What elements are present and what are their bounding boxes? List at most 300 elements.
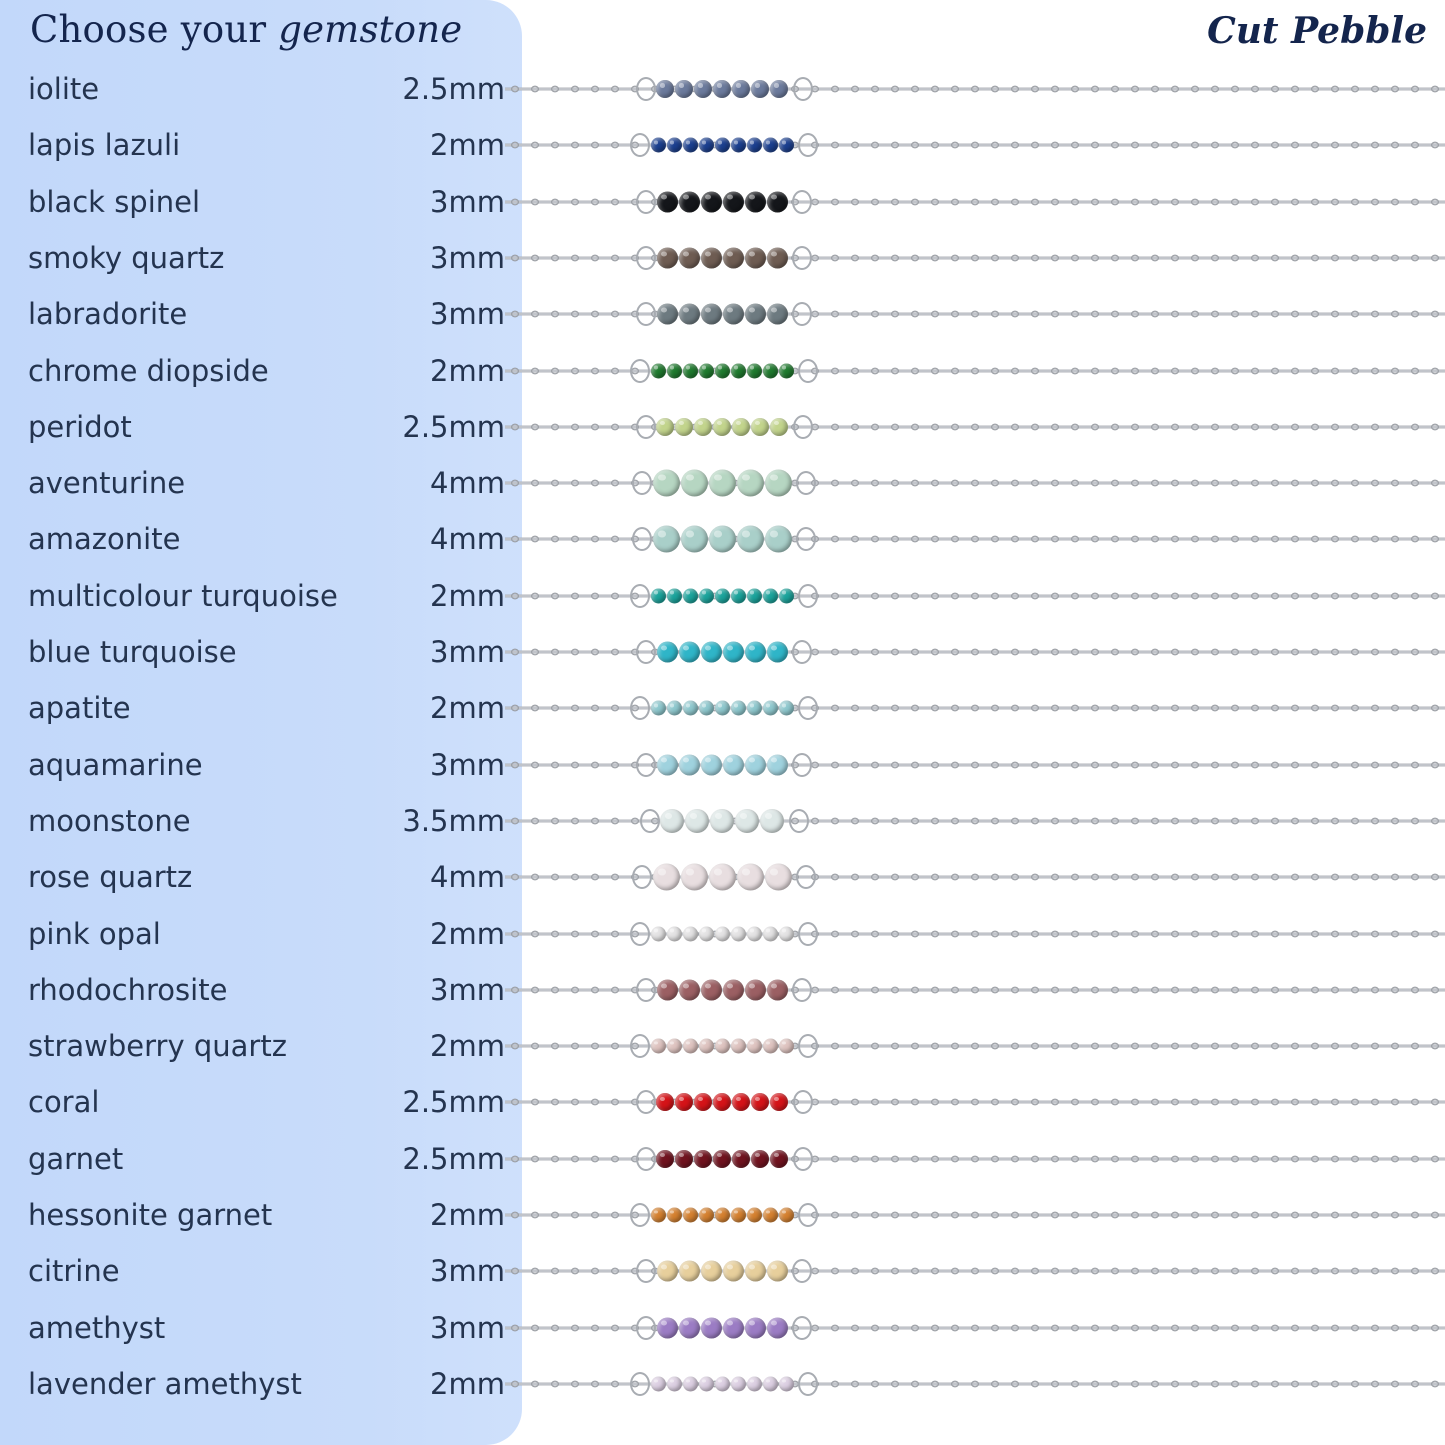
gemstone-row[interactable] bbox=[0, 399, 1445, 455]
bead-bar bbox=[650, 701, 794, 716]
gemstone-bead bbox=[694, 1093, 712, 1111]
wire-wrap-loop-left bbox=[636, 415, 656, 439]
gemstone-bead bbox=[737, 526, 764, 553]
gemstone-size: 3mm bbox=[430, 635, 505, 669]
bead-bar bbox=[656, 191, 788, 212]
gemstone-row[interactable] bbox=[0, 1243, 1445, 1299]
gemstone-bead bbox=[713, 1150, 731, 1168]
gemstone-bead bbox=[651, 1376, 666, 1391]
gemstone-row[interactable] bbox=[0, 1131, 1445, 1187]
wire-wrap-loop-left bbox=[630, 359, 650, 383]
gemstone-size: 4mm bbox=[430, 860, 505, 895]
gemstone-size: 4mm bbox=[430, 466, 505, 501]
gemstone-bead bbox=[699, 588, 714, 603]
gemstone-bead bbox=[701, 979, 722, 1000]
gemstone-bead bbox=[715, 1039, 730, 1054]
wire-wrap-loop-right bbox=[793, 77, 813, 101]
page-title-prefix: Choose your bbox=[30, 8, 279, 51]
gemstone-bead bbox=[767, 979, 788, 1000]
gemstone-bead bbox=[694, 80, 712, 98]
gemstone-bead bbox=[763, 1376, 778, 1391]
gemstone-bead bbox=[770, 418, 788, 436]
gemstone-bead bbox=[709, 470, 736, 497]
gemstone-name: multicolour turquoise bbox=[28, 578, 338, 613]
gemstone-size: 2.5mm bbox=[402, 72, 505, 106]
wire-wrap-loop-left bbox=[636, 1259, 656, 1283]
gemstone-bead bbox=[701, 642, 722, 663]
gemstone-bead bbox=[675, 80, 693, 98]
gemstone-bead bbox=[763, 363, 778, 378]
gemstone-bead bbox=[683, 701, 698, 716]
gemstone-bead bbox=[767, 247, 788, 268]
gemstone-size: 2mm bbox=[430, 1366, 505, 1401]
gemstone-bead bbox=[681, 864, 708, 891]
gemstone-row[interactable] bbox=[0, 680, 1445, 736]
gemstone-row[interactable] bbox=[0, 511, 1445, 567]
gemstone-bead bbox=[765, 864, 792, 891]
gemstone-bead bbox=[715, 701, 730, 716]
gemstone-bead bbox=[723, 754, 744, 775]
gemstone-name: rose quartz bbox=[28, 860, 193, 895]
gemstone-name: lapis lazuli bbox=[28, 128, 181, 163]
gemstone-size: 3mm bbox=[430, 1310, 505, 1345]
gemstone-row[interactable] bbox=[0, 1018, 1445, 1074]
gemstone-bead bbox=[779, 1208, 794, 1223]
gemstone-bead bbox=[763, 138, 778, 153]
gemstone-bead bbox=[699, 1039, 714, 1054]
gemstone-bead bbox=[651, 1208, 666, 1223]
gemstone-bead bbox=[763, 588, 778, 603]
gemstone-row[interactable] bbox=[0, 286, 1445, 342]
bead-bar bbox=[656, 1317, 788, 1338]
gemstone-row[interactable] bbox=[0, 1300, 1445, 1356]
wire-wrap-loop-left bbox=[636, 1147, 656, 1171]
wire-wrap-loop-right bbox=[792, 190, 812, 214]
gemstone-bead bbox=[651, 926, 666, 941]
gemstone-name: smoky quartz bbox=[28, 240, 225, 275]
gemstone-bead bbox=[656, 1093, 674, 1111]
gemstone-bead bbox=[745, 979, 766, 1000]
wire-wrap-loop-right bbox=[798, 359, 818, 383]
gemstone-bead bbox=[723, 979, 744, 1000]
gemstone-bead bbox=[747, 1039, 762, 1054]
gemstone-bead bbox=[770, 1093, 788, 1111]
gemstone-name: strawberry quartz bbox=[28, 1029, 287, 1064]
gemstone-name: blue turquoise bbox=[28, 635, 237, 669]
wire-wrap-loop-right bbox=[792, 246, 812, 270]
bead-bar bbox=[656, 1150, 789, 1168]
gemstone-size: 2.5mm bbox=[402, 409, 505, 444]
gemstone-bead bbox=[709, 864, 736, 891]
gemstone-bead bbox=[767, 1261, 788, 1282]
gemstone-bead bbox=[657, 191, 678, 212]
gemstone-bead bbox=[723, 304, 744, 325]
wire-wrap-loop-right bbox=[798, 1372, 818, 1396]
gemstone-bead bbox=[779, 1376, 794, 1391]
gemstone-row[interactable] bbox=[0, 61, 1445, 117]
gemstone-name: amazonite bbox=[28, 522, 181, 557]
gemstone-bead bbox=[731, 926, 746, 941]
gemstone-bead bbox=[747, 926, 762, 941]
gemstone-bead bbox=[723, 247, 744, 268]
wire-wrap-loop-left bbox=[636, 1090, 656, 1114]
gemstone-bead bbox=[657, 754, 678, 775]
gemstone-bead bbox=[745, 754, 766, 775]
gemstone-bead bbox=[699, 701, 714, 716]
gemstone-size: 3mm bbox=[430, 972, 505, 1007]
gemstone-bead bbox=[732, 1150, 750, 1168]
gemstone-bead bbox=[667, 138, 682, 153]
gemstone-bead bbox=[675, 418, 693, 436]
gemstone-bead bbox=[715, 138, 730, 153]
gemstone-bead bbox=[701, 1317, 722, 1338]
gemstone-name: amethyst bbox=[28, 1310, 166, 1345]
gemstone-bead bbox=[747, 138, 762, 153]
gemstone-bead bbox=[667, 1376, 682, 1391]
gemstone-bead bbox=[747, 363, 762, 378]
gemstone-bead bbox=[763, 926, 778, 941]
gemstone-bead bbox=[723, 1317, 744, 1338]
gemstone-bead bbox=[653, 864, 680, 891]
gemstone-row[interactable] bbox=[0, 230, 1445, 286]
gemstone-size: 3mm bbox=[430, 297, 505, 332]
gemstone-row[interactable] bbox=[0, 962, 1445, 1018]
wire-wrap-loop-right bbox=[792, 753, 812, 777]
gemstone-bead bbox=[699, 1208, 714, 1223]
wire-wrap-loop-left bbox=[636, 1316, 656, 1340]
gemstone-bead bbox=[715, 1376, 730, 1391]
gemstone-bead bbox=[737, 864, 764, 891]
gemstone-row[interactable] bbox=[0, 117, 1445, 173]
wire-wrap-loop-right bbox=[798, 1203, 818, 1227]
gemstone-name: peridot bbox=[28, 409, 132, 444]
gemstone-bead bbox=[651, 588, 666, 603]
gemstone-bead bbox=[760, 809, 784, 833]
wire-wrap-loop-left bbox=[630, 1203, 650, 1227]
gemstone-row[interactable] bbox=[0, 1187, 1445, 1243]
gemstone-bead bbox=[745, 642, 766, 663]
wire-wrap-loop-right bbox=[792, 302, 812, 326]
gemstone-bead bbox=[681, 470, 708, 497]
gemstone-bead bbox=[745, 1317, 766, 1338]
gemstone-bead bbox=[660, 809, 684, 833]
gemstone-bead bbox=[767, 304, 788, 325]
gemstone-size: 2.5mm bbox=[402, 1085, 505, 1120]
wire-wrap-loop-right bbox=[793, 415, 813, 439]
gemstone-bead bbox=[699, 926, 714, 941]
gemstone-bead bbox=[657, 642, 678, 663]
wire-wrap-loop-left bbox=[632, 527, 652, 551]
gemstone-bead bbox=[731, 138, 746, 153]
gemstone-bead bbox=[779, 588, 794, 603]
gemstone-name: moonstone bbox=[28, 803, 191, 838]
gemstone-bead bbox=[701, 304, 722, 325]
gemstone-bead bbox=[685, 809, 709, 833]
bead-bar bbox=[650, 1039, 794, 1054]
wire-wrap-loop-left bbox=[630, 1034, 650, 1058]
wire-wrap-loop-right bbox=[792, 978, 812, 1002]
wire-wrap-loop-right bbox=[796, 471, 816, 495]
wire-wrap-loop-right bbox=[796, 865, 816, 889]
gemstone-bead bbox=[713, 80, 731, 98]
gemstone-name: coral bbox=[28, 1085, 100, 1120]
gemstone-bead bbox=[694, 1150, 712, 1168]
gemstone-bead bbox=[763, 1208, 778, 1223]
gemstone-bead bbox=[679, 979, 700, 1000]
gemstone-bead bbox=[767, 1317, 788, 1338]
bead-bar bbox=[652, 526, 792, 553]
bead-bar bbox=[650, 363, 794, 378]
gemstone-bead bbox=[675, 1150, 693, 1168]
gemstone-bead bbox=[732, 418, 750, 436]
bead-bar bbox=[656, 642, 788, 663]
gemstone-name: aquamarine bbox=[28, 747, 203, 782]
wire-wrap-loop-left bbox=[636, 190, 656, 214]
gemstone-bead bbox=[701, 754, 722, 775]
gemstone-bead bbox=[683, 138, 698, 153]
gemstone-bead bbox=[651, 138, 666, 153]
bead-bar bbox=[656, 418, 789, 436]
gemstone-size: 3mm bbox=[430, 747, 505, 782]
gemstone-bead bbox=[723, 1261, 744, 1282]
gemstone-bead bbox=[709, 526, 736, 553]
gemstone-bead bbox=[651, 363, 666, 378]
gemstone-bead bbox=[651, 701, 666, 716]
gemstone-size: 2mm bbox=[430, 916, 505, 951]
gemstone-bead bbox=[667, 701, 682, 716]
gemstone-bead bbox=[713, 1093, 731, 1111]
gemstone-name: labradorite bbox=[28, 297, 188, 332]
bead-bar bbox=[656, 247, 788, 268]
gemstone-bead bbox=[657, 304, 678, 325]
gemstone-bead bbox=[656, 80, 674, 98]
gemstone-bead bbox=[715, 588, 730, 603]
wire-wrap-loop-right bbox=[793, 1147, 813, 1171]
gemstone-bead bbox=[657, 979, 678, 1000]
gemstone-bead bbox=[656, 418, 674, 436]
wire-wrap-loop-left bbox=[636, 246, 656, 270]
gemstone-bead bbox=[779, 701, 794, 716]
wire-wrap-loop-right bbox=[798, 584, 818, 608]
gemstone-name: lavender amethyst bbox=[28, 1366, 302, 1401]
gemstone-bead bbox=[770, 1150, 788, 1168]
gemstone-bead bbox=[765, 470, 792, 497]
gemstone-bead bbox=[767, 754, 788, 775]
bead-bar bbox=[650, 926, 794, 941]
wire-wrap-loop-left bbox=[630, 584, 650, 608]
gemstone-row[interactable] bbox=[0, 1356, 1445, 1412]
gemstone-name: chrome diopside bbox=[28, 353, 269, 388]
wire-wrap-loop-right bbox=[789, 809, 809, 833]
gemstone-bead bbox=[745, 1261, 766, 1282]
bead-bar bbox=[656, 80, 789, 98]
gemstone-bead bbox=[731, 588, 746, 603]
wire-wrap-loop-right bbox=[798, 133, 818, 157]
gemstone-bead bbox=[723, 642, 744, 663]
wire-wrap-loop-right bbox=[798, 1034, 818, 1058]
gemstone-bead bbox=[770, 80, 788, 98]
bead-bar bbox=[652, 864, 792, 891]
gemstone-bead bbox=[653, 526, 680, 553]
gemstone-bead bbox=[731, 1039, 746, 1054]
gemstone-name: iolite bbox=[28, 72, 100, 106]
gemstone-bead bbox=[731, 363, 746, 378]
gemstone-size: 2mm bbox=[430, 353, 505, 388]
gemstone-size: 3mm bbox=[430, 1254, 505, 1289]
gemstone-bead bbox=[751, 1150, 769, 1168]
wire-wrap-loop-left bbox=[636, 978, 656, 1002]
gemstone-row[interactable] bbox=[0, 906, 1445, 962]
gemstone-bead bbox=[679, 304, 700, 325]
wire-wrap-loop-left bbox=[632, 865, 652, 889]
wire-wrap-loop-right bbox=[792, 1259, 812, 1283]
gemstone-row[interactable] bbox=[0, 849, 1445, 905]
gemstone-bead bbox=[747, 1208, 762, 1223]
bead-bar bbox=[650, 1208, 794, 1223]
bead-bar bbox=[656, 754, 788, 775]
gemstone-row[interactable] bbox=[0, 624, 1445, 680]
gemstone-size: 2mm bbox=[430, 578, 505, 613]
gemstone-bead bbox=[675, 1093, 693, 1111]
bead-bar bbox=[650, 1376, 794, 1391]
gemstone-bead bbox=[751, 418, 769, 436]
gemstone-size: 4mm bbox=[430, 522, 505, 557]
wire-wrap-loop-right bbox=[793, 1090, 813, 1114]
gemstone-bead bbox=[699, 138, 714, 153]
gemstone-bead bbox=[667, 363, 682, 378]
wire-wrap-loop-left bbox=[630, 922, 650, 946]
gemstone-name: aventurine bbox=[28, 466, 186, 501]
gemstone-bead bbox=[667, 1039, 682, 1054]
gemstone-bead bbox=[715, 926, 730, 941]
gemstone-bead bbox=[779, 138, 794, 153]
gemstone-bead bbox=[732, 80, 750, 98]
gemstone-row[interactable] bbox=[0, 737, 1445, 793]
gemstone-bead bbox=[715, 1208, 730, 1223]
gemstone-bead bbox=[653, 470, 680, 497]
gemstone-bead bbox=[723, 191, 744, 212]
gemstone-bead bbox=[763, 1039, 778, 1054]
gemstone-bead bbox=[683, 588, 698, 603]
gemstone-name: pink opal bbox=[28, 916, 161, 951]
gemstone-bead bbox=[683, 1039, 698, 1054]
gemstone-size: 2mm bbox=[430, 691, 505, 726]
gemstone-bead bbox=[701, 247, 722, 268]
gemstone-size: 3mm bbox=[430, 184, 505, 219]
gemstone-size: 2.5mm bbox=[402, 1141, 505, 1176]
gemstone-bead bbox=[713, 418, 731, 436]
wire-wrap-loop-right bbox=[792, 640, 812, 664]
bead-bar bbox=[656, 304, 788, 325]
wire-wrap-loop-left bbox=[636, 640, 656, 664]
gemstone-bead bbox=[679, 191, 700, 212]
gemstone-row[interactable] bbox=[0, 343, 1445, 399]
gemstone-bead bbox=[745, 191, 766, 212]
gemstone-bead bbox=[657, 1317, 678, 1338]
brand-name: Cut Pebble bbox=[1207, 10, 1427, 52]
gemstone-bead bbox=[683, 363, 698, 378]
wire-wrap-loop-right bbox=[798, 696, 818, 720]
gemstone-name: rhodochrosite bbox=[28, 972, 228, 1007]
gemstone-bead bbox=[731, 701, 746, 716]
wire-wrap-loop-left bbox=[630, 133, 650, 157]
gemstone-bead bbox=[767, 191, 788, 212]
wire-wrap-loop-right bbox=[798, 922, 818, 946]
gemstone-bead bbox=[681, 526, 708, 553]
gemstone-size: 2mm bbox=[430, 1029, 505, 1064]
wire-wrap-loop-left bbox=[630, 696, 650, 720]
gemstone-bead bbox=[735, 809, 759, 833]
gemstone-bead bbox=[745, 247, 766, 268]
gemstone-bead bbox=[767, 642, 788, 663]
gemstone-bead bbox=[683, 1208, 698, 1223]
gemstone-bead bbox=[679, 754, 700, 775]
gemstone-bead bbox=[667, 926, 682, 941]
gemstone-row[interactable] bbox=[0, 568, 1445, 624]
gemstone-bead bbox=[745, 304, 766, 325]
wire-wrap-loop-left bbox=[636, 753, 656, 777]
bead-bar bbox=[656, 1261, 788, 1282]
gemstone-name: garnet bbox=[28, 1141, 124, 1176]
wire-wrap-loop-right bbox=[796, 527, 816, 551]
gemstone-size: 2mm bbox=[430, 1198, 505, 1232]
bead-bar bbox=[656, 1093, 789, 1111]
gemstone-bead bbox=[779, 363, 794, 378]
gemstone-bead bbox=[763, 701, 778, 716]
gemstone-bead bbox=[651, 1039, 666, 1054]
wire-wrap-loop-left bbox=[636, 302, 656, 326]
gemstone-size: 2mm bbox=[430, 128, 505, 163]
bead-bar bbox=[660, 809, 785, 833]
gemstone-row[interactable] bbox=[0, 455, 1445, 511]
gemstone-bead bbox=[683, 1376, 698, 1391]
gemstone-row[interactable] bbox=[0, 174, 1445, 230]
gemstone-bead bbox=[737, 470, 764, 497]
gemstone-bead bbox=[710, 809, 734, 833]
gemstone-bead bbox=[679, 642, 700, 663]
gemstone-bead bbox=[747, 588, 762, 603]
gemstone-name: citrine bbox=[28, 1254, 120, 1289]
gemstone-name: hessonite garnet bbox=[28, 1198, 273, 1232]
gemstone-bead bbox=[679, 1261, 700, 1282]
gemstone-bead bbox=[656, 1150, 674, 1168]
gemstone-bead bbox=[679, 247, 700, 268]
gemstone-bead bbox=[701, 1261, 722, 1282]
gemstone-bead bbox=[679, 1317, 700, 1338]
bead-bar bbox=[650, 138, 794, 153]
wire-wrap-loop-left bbox=[640, 809, 660, 833]
gemstone-bead bbox=[701, 191, 722, 212]
gemstone-bead bbox=[657, 1261, 678, 1282]
gemstone-bead bbox=[667, 1208, 682, 1223]
gemstone-bead bbox=[694, 418, 712, 436]
wire-wrap-loop-left bbox=[630, 1372, 650, 1396]
gemstone-bead bbox=[699, 1376, 714, 1391]
gemstone-row[interactable] bbox=[0, 793, 1445, 849]
gemstone-bead bbox=[699, 363, 714, 378]
gemstone-size: 3mm bbox=[430, 240, 505, 275]
gemstone-name: black spinel bbox=[28, 184, 201, 219]
wire-wrap-loop-right bbox=[792, 1316, 812, 1340]
gemstone-bead bbox=[732, 1093, 750, 1111]
gemstone-bead bbox=[715, 363, 730, 378]
gemstone-bead bbox=[765, 526, 792, 553]
gemstone-bead bbox=[683, 926, 698, 941]
gemstone-bead bbox=[779, 1039, 794, 1054]
gemstone-bead bbox=[747, 701, 762, 716]
gemstone-bead bbox=[731, 1208, 746, 1223]
gemstone-row[interactable] bbox=[0, 1074, 1445, 1130]
